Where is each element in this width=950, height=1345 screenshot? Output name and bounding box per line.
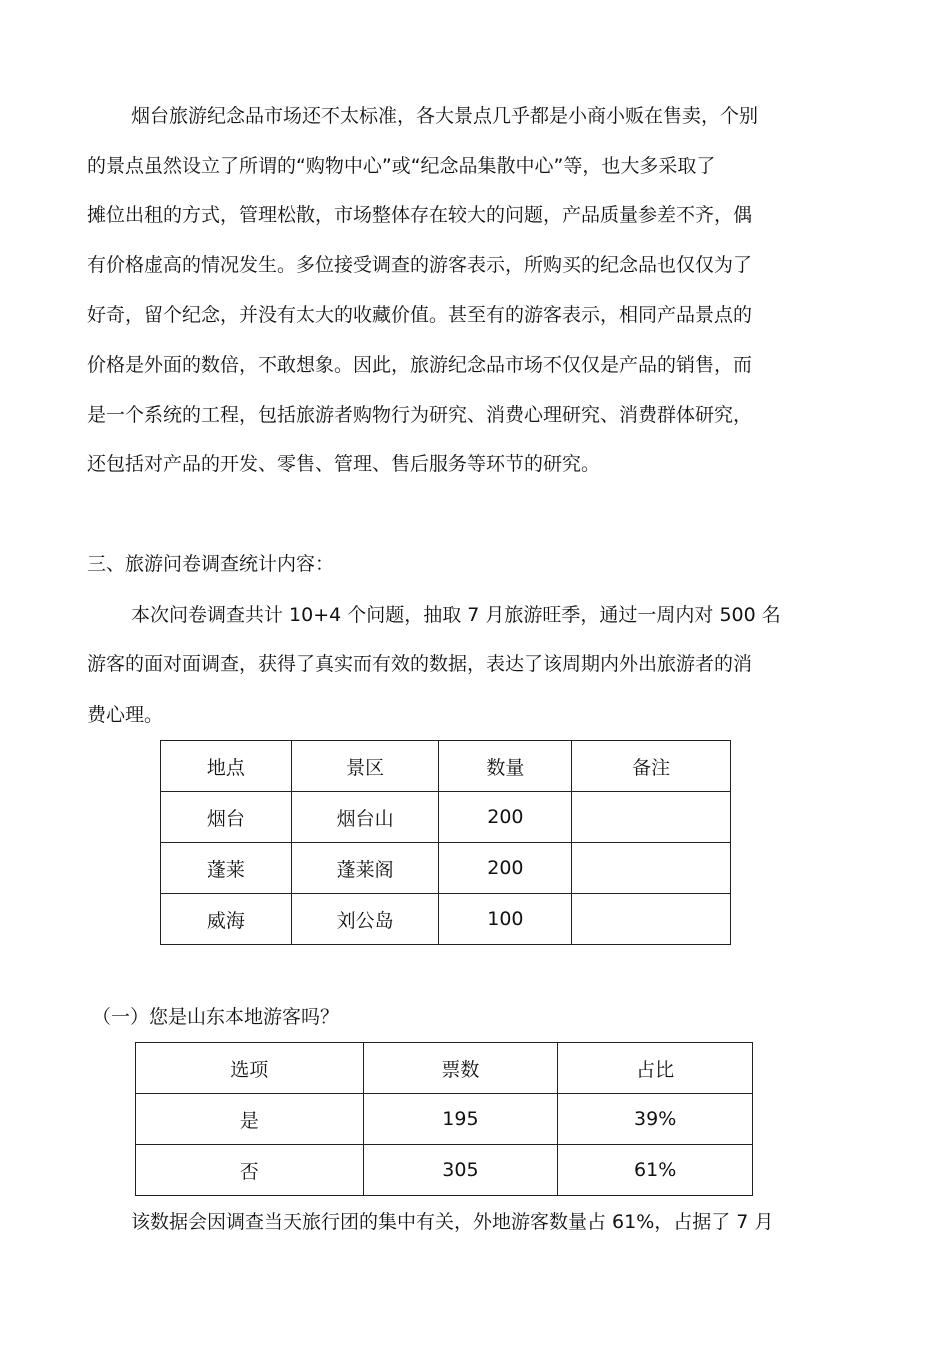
table-cell: 烟台山 xyxy=(291,792,439,843)
table-cell xyxy=(572,843,731,894)
table-cell xyxy=(572,792,731,843)
table-cell: 蓬莱 xyxy=(161,843,292,894)
table-row xyxy=(161,792,731,843)
paragraph-line: 该数据会因调查当天旅行团的集中有关，外地游客数量占 61%，占据了 7 月 xyxy=(131,1211,774,1233)
table-header-cell: 票数 xyxy=(363,1043,558,1094)
table-header-cell: 景区 xyxy=(291,741,439,792)
table-cell: 否 xyxy=(136,1145,364,1196)
table-cell: 100 xyxy=(439,894,572,945)
table-row xyxy=(161,843,731,894)
table-row xyxy=(136,1145,753,1196)
table-header-cell: 地点 xyxy=(161,741,292,792)
table-cell: 是 xyxy=(136,1094,364,1145)
table-row xyxy=(136,1094,753,1145)
table-header-cell: 数量 xyxy=(439,741,572,792)
table-cell: 200 xyxy=(439,792,572,843)
paragraph-line: 费心理。 xyxy=(87,704,164,726)
table-header-cell: 占比 xyxy=(558,1043,753,1094)
table-row xyxy=(161,894,731,945)
local-visitor-table xyxy=(135,1042,753,1196)
section-heading: 三、旅游问卷调查统计内容： xyxy=(87,553,335,575)
table-cell: 200 xyxy=(439,843,572,894)
table-cell: 蓬莱阁 xyxy=(291,843,439,894)
paragraph-line: 的景点虽然设立了所谓的“购物中心”或“纪念品集散中心”等，也大多采取了 xyxy=(87,155,716,177)
table-header-row xyxy=(136,1043,753,1094)
table-cell: 威海 xyxy=(161,894,292,945)
table-cell: 烟台 xyxy=(161,792,292,843)
paragraph-line: 本次问卷调查共计 10+4 个问题，抽取 7 月旅游旺季，通过一周内对 500 名 xyxy=(131,604,781,626)
table-cell: 195 xyxy=(363,1094,558,1145)
survey-locations-table xyxy=(160,740,731,945)
table-cell: 305 xyxy=(363,1145,558,1196)
paragraph-line: 是一个系统的工程，包括旅游者购物行为研究、消费心理研究、消费群体研究， xyxy=(87,404,753,426)
table-header-cell: 选项 xyxy=(136,1043,364,1094)
paragraph-line: 游客的面对面调查，获得了真实而有效的数据，表达了该周期内外出旅游者的消 xyxy=(87,653,753,675)
table-cell: 39% xyxy=(558,1094,753,1145)
table-header-cell: 备注 xyxy=(572,741,731,792)
paragraph-line: 摊位出租的方式，管理松散，市场整体存在较大的问题，产品质量参差不齐，偶 xyxy=(87,204,753,226)
table-cell xyxy=(572,894,731,945)
table-cell: 刘公岛 xyxy=(291,894,439,945)
paragraph-line: 好奇，留个纪念，并没有太大的收藏价值。甚至有的游客表示，相同产品景点的 xyxy=(87,304,753,326)
paragraph-line: 还包括对产品的开发、零售、管理、售后服务等环节的研究。 xyxy=(87,453,601,475)
question-heading: （一）您是山东本地游客吗？ xyxy=(92,1006,340,1028)
paragraph-line: 有价格虚高的情况发生。多位接受调查的游客表示，所购买的纪念品也仅仅为了 xyxy=(87,254,753,276)
paragraph-line: 价格是外面的数倍，不敢想象。因此，旅游纪念品市场不仅仅是产品的销售，而 xyxy=(87,354,753,376)
table-header-row xyxy=(161,741,731,792)
paragraph-line: 烟台旅游纪念品市场还不太标准，各大景点几乎都是小商小贩在售卖，个别 xyxy=(131,105,759,127)
table-cell: 61% xyxy=(558,1145,753,1196)
